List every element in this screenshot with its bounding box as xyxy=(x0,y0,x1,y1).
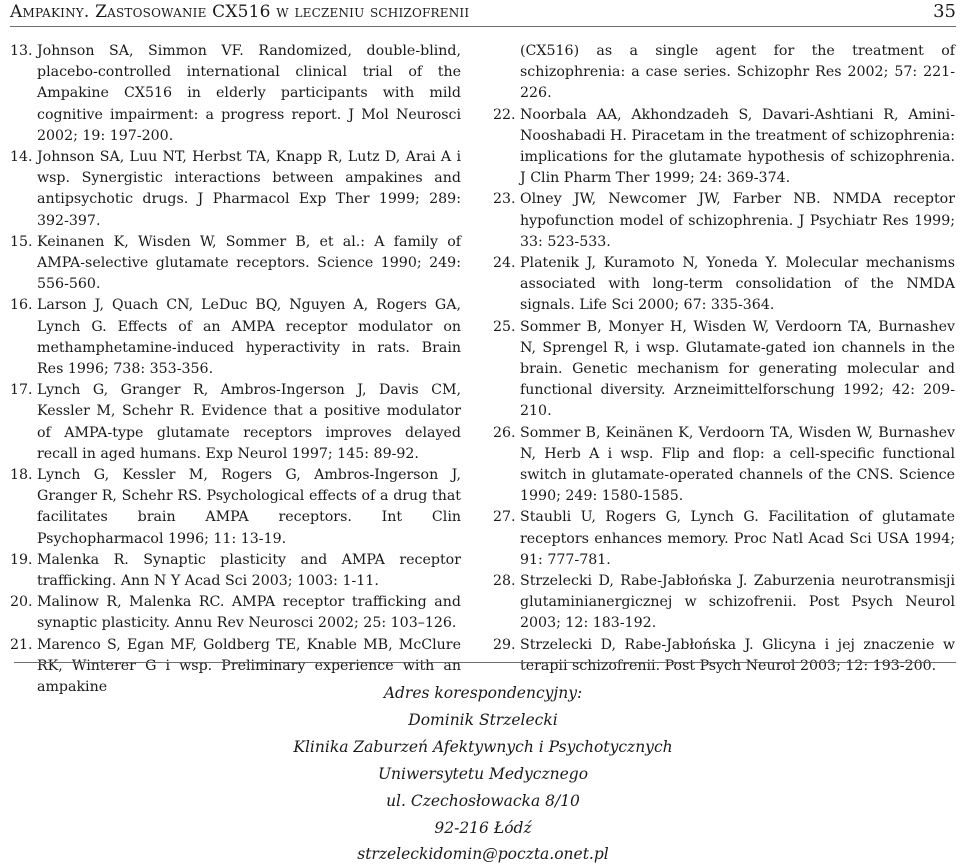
reference-number: 15. xyxy=(10,233,33,250)
reference-item xyxy=(10,147,461,232)
reference-number: 18. xyxy=(10,467,33,484)
reference-number: 16. xyxy=(10,297,33,314)
reference-number: 25. xyxy=(493,318,516,335)
reference-text: Platenik J, Kuramoto N, Yoneda Y. Molecular mechanisms associated with long-term consolidation of the NMDA signals. Life Sci 2000; 67: 335-364. xyxy=(520,255,955,314)
reference-number: 22. xyxy=(493,106,516,123)
reference-text: Olney JW, Newcomer JW, Farber NB. NMDA receptor hypofunction model of schizophrenia. J Psychiatr Res 1999; 33: 523-533. xyxy=(520,191,955,250)
references-right-column xyxy=(493,41,955,677)
reference-number: 19. xyxy=(10,551,33,568)
reference-item xyxy=(493,507,955,571)
reference-text: Johnson SA, Luu NT, Herbst TA, Knapp R, Lutz D, Arai A i wsp. Synergistic interactions between ampakines and antipsychotic drugs. J Pharmacol Exp Ther 1999; 289: 392-397. xyxy=(37,149,461,229)
reference-number: 14. xyxy=(10,149,33,166)
reference-item xyxy=(10,380,461,465)
clinic-name: Klinika Zaburzeń Afektywnych i Psychotycznych xyxy=(293,737,673,756)
reference-text: Malinow R, Malenka RC. AMPA receptor trafficking and synaptic plasticity. Annu Rev Neurosci 2002; 25: 103–126. xyxy=(37,594,461,632)
reference-text: (CX516) as a single agent for the treatment of schizophrenia: a case series. Schizophr Res 2002; 57: 221-226. xyxy=(520,43,955,102)
reference-item xyxy=(10,41,461,147)
reference-text: Sommer B, Monyer H, Wisden W, Verdoorn TA, Burnashev N, Sprengel R, i wsp. Glutamate-gated ion channels in the brain. Genetic mechanism for generating molecular and functional diversity. Arzneimittelforschung 1992; 42: 209-210. xyxy=(520,318,955,420)
reference-text: Strzelecki D, Rabe-Jabłońska J. Zaburzenia neurotransmisji glutaminianergicznej w schizofrenii. Post Psych Neurol 2003; 12: 183-192. xyxy=(520,573,955,632)
reference-item xyxy=(10,465,461,550)
reference-number: 29. xyxy=(493,636,516,653)
reference-text: Keinanen K, Wisden W, Sommer B, et al.: A family of AMPA-selective glutamate receptors. Science 1990; 249: 556-560. xyxy=(37,233,461,293)
reference-item xyxy=(493,317,955,423)
running-header xyxy=(10,2,956,27)
reference-item xyxy=(10,232,461,296)
correspondence-address xyxy=(10,680,956,868)
reference-number: 17. xyxy=(10,382,33,399)
reference-text: Staubli U, Rogers G, Lynch G. Facilitation of glutamate receptors enhances memory. Proc Natl Acad Sci USA 1994; 91: 777-781. xyxy=(520,509,955,568)
street-address: ul. Czechosłowacka 8/10 xyxy=(386,791,580,810)
reference-number: 27. xyxy=(493,509,516,526)
reference-number: 13. xyxy=(10,43,33,59)
reference-text: Noorbala AA, Akhondzadeh S, Davari-Ashtiani R, Amini-Nooshabadi H. Piracetam in the treatment of schizophrenia: implications for the glutamate hypothesis of schizophrenia. J Clin Pharm Ther 1999; 24: 369-374. xyxy=(520,106,955,187)
reference-text: Lynch G, Granger R, Ambros-Ingerson J, Davis CM, Kessler M, Schehr R. Evidence that a positive modulator of AMPA-type glutamate receptors improves delayed recall in aged humans. Exp Neurol 1997; 145: 89-92. xyxy=(37,382,461,462)
reference-text: Johnson SA, Simmon VF. Randomized, double-blind, placebo-controlled international clinical trial of the Ampakine CX516 in elderly participants with mild cognitive impairment: a progress report. J Mol Neurosci 2002; 19: 197-200. xyxy=(37,43,461,144)
reference-text: Lynch G, Kessler M, Rogers G, Ambros-Ingerson J, Granger R, Schehr RS. Psychological effects of a drug that facilitates brain AMPA receptors. Int Clin Psychopharmacol 1996; 11: 13-19. xyxy=(37,467,461,547)
reference-number: 23. xyxy=(493,191,516,208)
running-title: Ampakiny. Zastosowanie CX516 w leczeniu schizofrenii xyxy=(10,2,470,22)
reference-item xyxy=(493,189,955,253)
reference-text: Malenka R. Synaptic plasticity and AMPA receptor trafficking. Ann N Y Acad Sci 2003; 1003: 1-11. xyxy=(37,551,461,590)
university-name: Uniwersytetu Medycznego xyxy=(377,764,589,783)
email-address[interactable]: strzeleckidomin@poczta.onet.pl xyxy=(357,845,609,864)
address-heading: Adres korespondencyjny: xyxy=(383,684,583,702)
reference-continuation xyxy=(493,41,955,105)
page-number: 35 xyxy=(933,1,956,22)
reference-text: Strzelecki D, Rabe-Jabłońska J. Glicyna i jej znaczenie w terapii schizofrenii. Post Psych Neurol 2003; 12: 193-200. xyxy=(520,636,955,674)
postal-city: 92-216 Łódź xyxy=(434,818,532,837)
section-divider xyxy=(14,662,956,663)
reference-item xyxy=(493,253,955,317)
reference-text: Larson J, Quach CN, LeDuc BQ, Nguyen A, Rogers GA, Lynch G. Effects of an AMPA receptor modulator on methamphetamine-induced hyperactivity in rats. Brain Res 1996; 738: 353-356. xyxy=(37,297,461,378)
references-left-column xyxy=(10,41,461,698)
reference-number: 26. xyxy=(493,424,516,441)
reference-number: 24. xyxy=(493,255,516,272)
reference-item xyxy=(10,295,461,380)
reference-number: 20. xyxy=(10,594,33,611)
author-name: Dominik Strzelecki xyxy=(408,710,558,729)
reference-item xyxy=(493,571,955,635)
reference-number: 21. xyxy=(10,636,33,653)
reference-item xyxy=(10,592,461,634)
reference-item xyxy=(493,635,955,677)
reference-number: 28. xyxy=(493,573,516,590)
reference-item xyxy=(493,105,955,190)
reference-text: Sommer B, Keinänen K, Verdoorn TA, Wisden W, Burnashev N, Herb A i wsp. Flip and flop: a cell-specific functional switch in glutamate-operated channels of the CNS. Science 1990; 249: 1580-1585. xyxy=(520,424,955,505)
reference-item xyxy=(10,550,461,592)
reference-item xyxy=(493,423,955,508)
reference-text: Marenco S, Egan MF, Goldberg TE, Knable MB, McClure RK, Winterer G i wsp. Preliminary experience with an ampakine xyxy=(37,636,461,696)
